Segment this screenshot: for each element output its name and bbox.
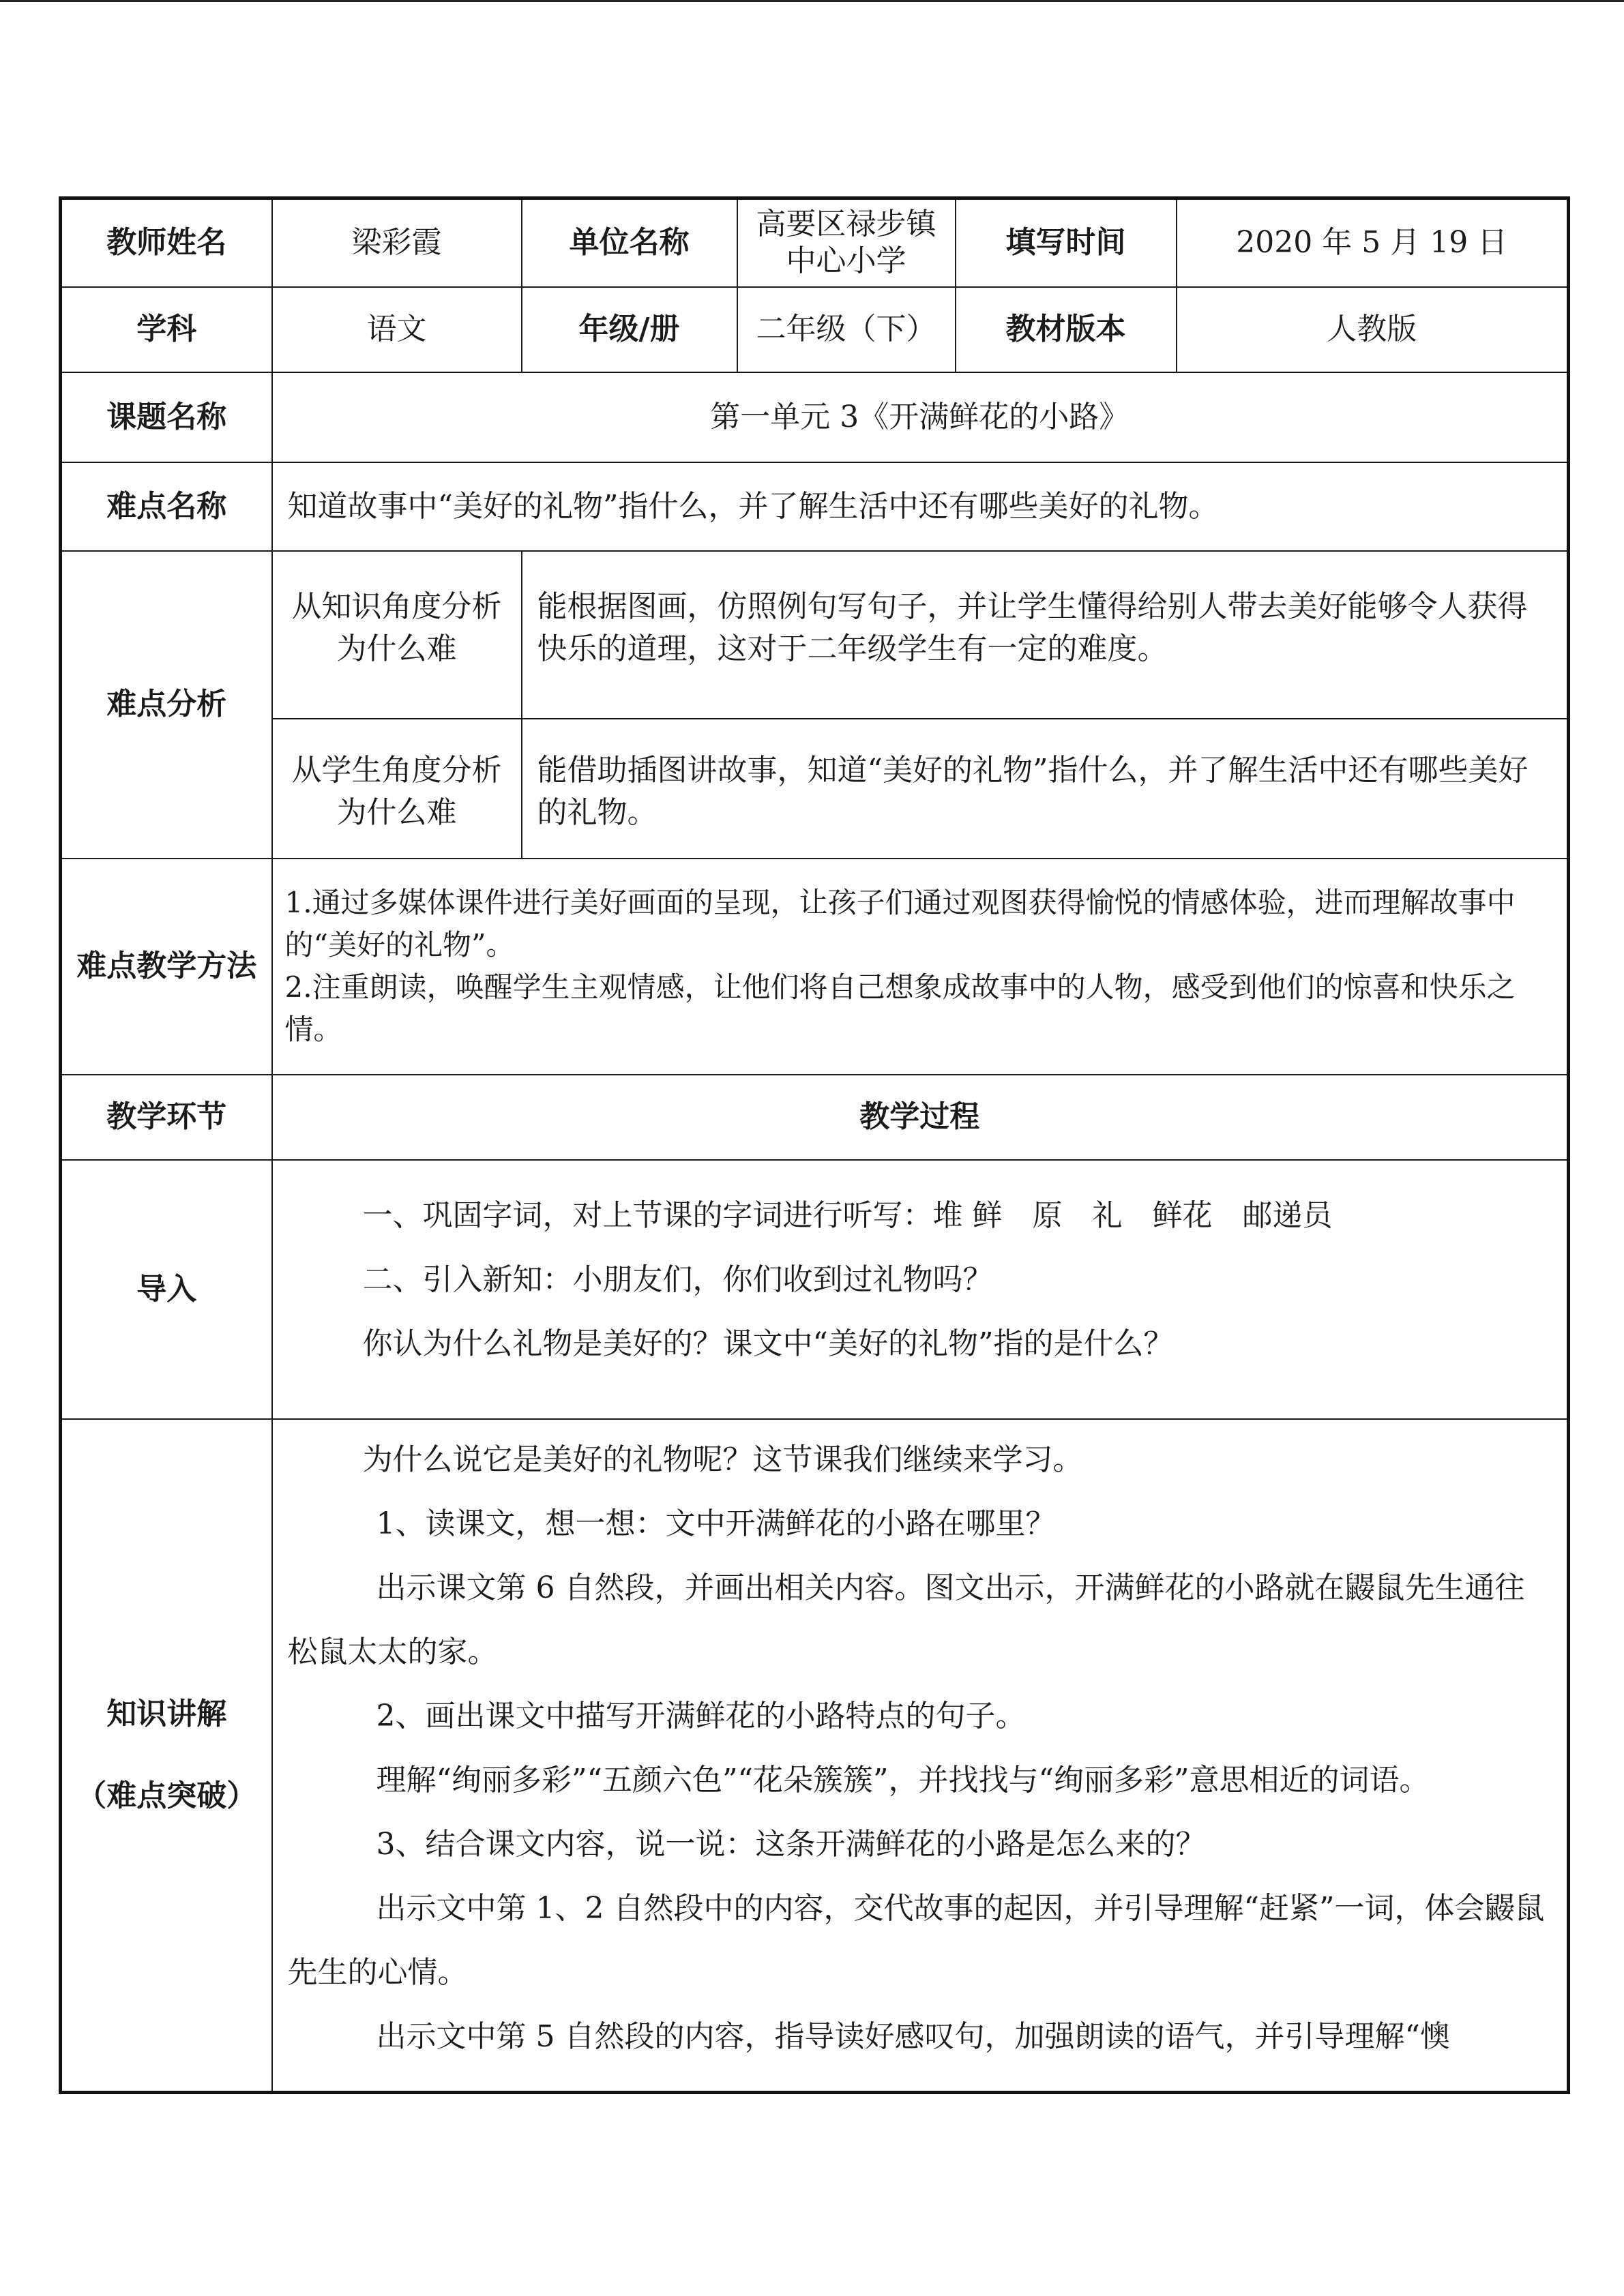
page-top-rule xyxy=(0,0,1624,2)
row-knowledge xyxy=(61,1419,1569,2093)
student-angle-text: 能借助插图讲故事，知道“美好的礼物”指什么，并了解生活中还有哪些美好的礼物。 xyxy=(522,719,1569,859)
subject-value: 语文 xyxy=(272,287,522,372)
unit-name-line2: 中心小学 xyxy=(786,243,906,279)
process-header: 教学过程 xyxy=(272,1075,1569,1160)
intro-line-1: 一、巩固字词，对上节课的字词进行听写：堆 鲜 原 礼 鲜花 邮递员 xyxy=(362,1197,1333,1233)
unit-name-line1: 高要区禄步镇 xyxy=(756,207,936,242)
intro-label: 导入 xyxy=(61,1160,272,1419)
fill-date-label: 填写时间 xyxy=(956,198,1177,287)
intro-line-2: 二、引入新知：小朋友们，你们收到过礼物吗？ xyxy=(362,1262,993,1297)
knowledge-para-3: 出示课文第 6 自然段，并画出相关内容。图文出示，开满鲜花的小路就在鼹鼠先生通往松鼠太太的家。 xyxy=(287,1570,1525,1669)
row-topic xyxy=(61,372,1569,462)
knowledge-content xyxy=(272,1419,1569,2093)
knowledge-label xyxy=(61,1419,272,2093)
student-angle-line2: 为什么难 xyxy=(336,794,457,830)
row-process-header xyxy=(61,1075,1569,1160)
knowledge-para-6: 3、结合课文内容，说一说：这条开满鲜花的小路是怎么来的？ xyxy=(376,1826,1206,1862)
teacher-name-value: 梁彩霞 xyxy=(272,198,522,287)
row-subject-info xyxy=(61,287,1569,372)
grade-label: 年级/册 xyxy=(522,287,737,372)
knowledge-angle-line2: 为什么难 xyxy=(336,631,457,666)
difficulty-value: 知道故事中“美好的礼物”指什么，并了解生活中还有哪些美好的礼物。 xyxy=(272,462,1569,551)
row-analysis-student xyxy=(61,719,1569,859)
knowledge-para-1: 为什么说它是美好的礼物呢？这节课我们继续来学习。 xyxy=(362,1442,1083,1477)
student-angle-line1: 从学生角度分析 xyxy=(291,752,502,788)
edition-label: 教材版本 xyxy=(956,287,1177,372)
knowledge-para-8: 出示文中第 5 自然段的内容，指导读好感叹句，加强朗读的语气，并引导理解“懊 xyxy=(376,2018,1450,2054)
knowledge-para-5: 理解“绚丽多彩”“五颜六色”“花朵簇簇”，并找找与“绚丽多彩”意思相近的词语。 xyxy=(376,1762,1430,1798)
row-analysis-knowledge xyxy=(61,551,1569,719)
lesson-plan-table xyxy=(59,196,1570,2094)
stage-header: 教学环节 xyxy=(61,1075,272,1160)
subject-label: 学科 xyxy=(61,287,272,372)
knowledge-label-line1: 知识讲解 xyxy=(106,1696,227,1731)
grade-value: 二年级（下） xyxy=(737,287,956,372)
knowledge-angle-line1: 从知识角度分析 xyxy=(291,588,502,624)
difficulty-label: 难点名称 xyxy=(61,462,272,551)
unit-name-label: 单位名称 xyxy=(522,198,737,287)
row-difficulty xyxy=(61,462,1569,551)
analysis-label: 难点分析 xyxy=(61,551,272,859)
method-label: 难点教学方法 xyxy=(61,859,272,1075)
intro-line-3: 你认为什么礼物是美好的？课文中“美好的礼物”指的是什么？ xyxy=(362,1326,1174,1361)
row-method xyxy=(61,859,1569,1075)
unit-name-value xyxy=(737,198,956,287)
knowledge-angle-label xyxy=(272,551,522,719)
method-item-1: 1.通过多媒体课件进行美好画面的呈现，让孩子们通过观图获得愉悦的情感体验，进而理解故事中的“美好的礼物”。 xyxy=(284,886,1516,961)
row-intro xyxy=(61,1160,1569,1419)
student-angle-label xyxy=(272,719,522,859)
method-item-2: 2.注重朗读，唤醒学生主观情感，让他们将自己想象成故事中的人物，感受到他们的惊喜和快乐之情。 xyxy=(284,970,1516,1046)
teacher-name-label: 教师姓名 xyxy=(61,198,272,287)
knowledge-angle-text: 能根据图画，仿照例句写句子，并让学生懂得给别人带去美好能够令人获得快乐的道理，这对于二年级学生有一定的难度。 xyxy=(522,551,1569,719)
intro-content xyxy=(272,1160,1569,1419)
knowledge-label-line2: （难点突破） xyxy=(76,1778,257,1813)
method-text xyxy=(272,859,1569,1075)
edition-value: 人教版 xyxy=(1177,287,1569,372)
topic-value: 第一单元 3《开满鲜花的小路》 xyxy=(272,372,1569,462)
knowledge-para-4: 2、画出课文中描写开满鲜花的小路特点的句子。 xyxy=(376,1698,1026,1733)
knowledge-para-2: 1、读课文，想一想：文中开满鲜花的小路在哪里？ xyxy=(376,1506,1056,1541)
topic-label: 课题名称 xyxy=(61,372,272,462)
fill-date-value: 2020 年 5 月 19 日 xyxy=(1177,198,1569,287)
row-teacher-info xyxy=(61,198,1569,287)
knowledge-para-7: 出示文中第 1、2 自然段中的内容，交代故事的起因，并引导理解“赶紧”一词，体会鼹鼠先生的心情。 xyxy=(287,1890,1545,1990)
